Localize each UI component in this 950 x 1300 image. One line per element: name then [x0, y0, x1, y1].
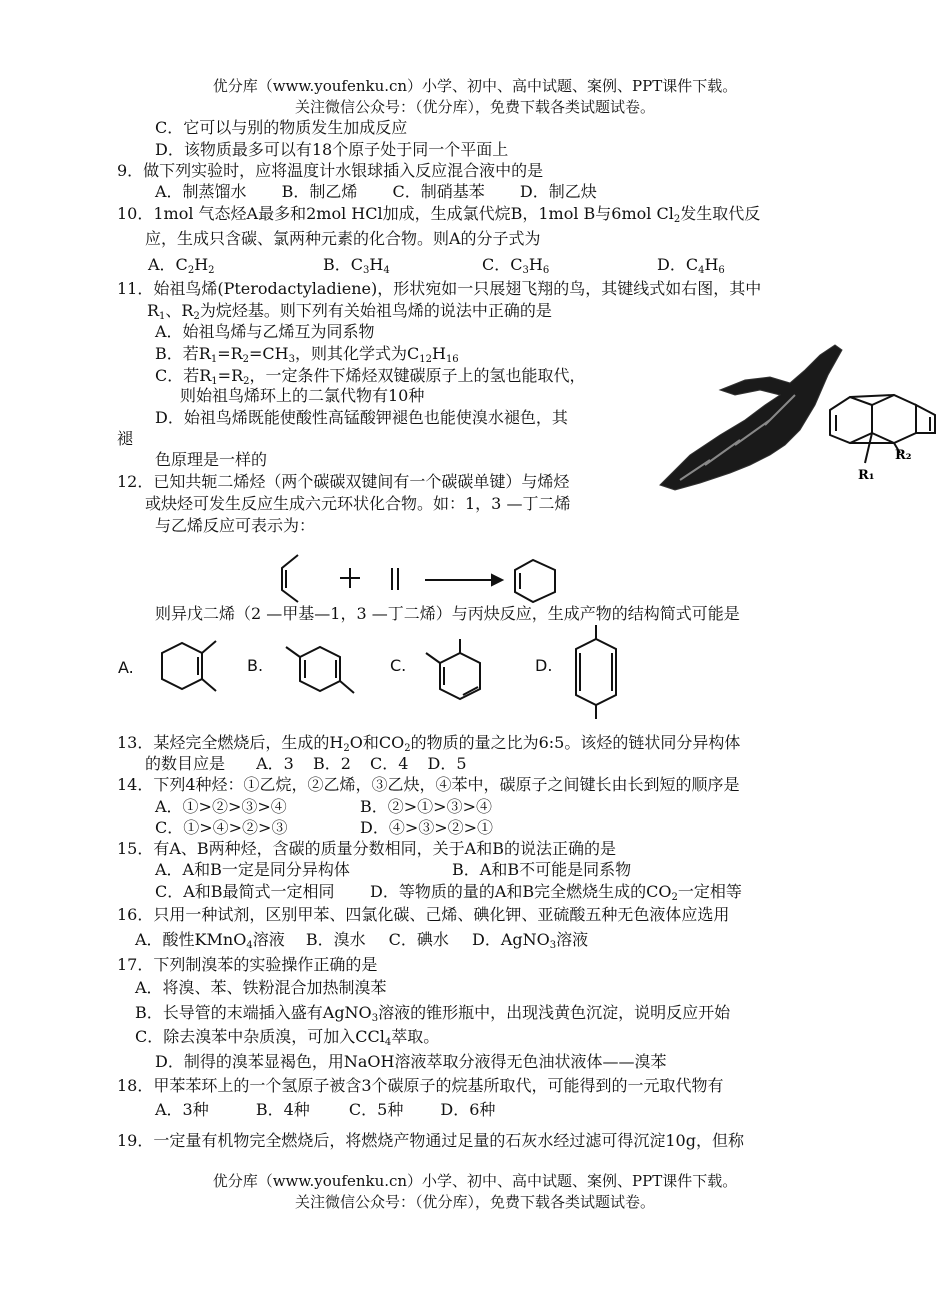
q12-stem-1: 12．已知共轭二烯烃（两个碳碳双键间有一个碳碳单键）与烯烃	[117, 472, 570, 491]
q13-option-d: D．5	[427, 754, 467, 773]
q9-stem: 9．做下列实验时，应将温度计水银球插入反应混合液中的是	[117, 161, 544, 180]
structure-c	[440, 653, 480, 699]
q14-stem: 14．下列4种烃：①乙烷，②乙烯，③乙炔，④苯中，碳原子之间键长由长到短的顺序是	[117, 775, 740, 794]
q13-option-c: C．4	[370, 754, 409, 773]
q15-option-c: C．A和B最简式一定相同	[155, 882, 335, 901]
skeletal-formula	[830, 395, 935, 463]
q11-option-d-cont: 色原理是一样的	[155, 450, 268, 469]
footer-line-1: 优分库（www.youfenku.cn）小学、初中、高中试题、案例、PPT课件下载。	[212, 1172, 738, 1190]
q9-option-d: D．制乙炔	[519, 182, 597, 201]
reaction-scheme	[270, 550, 580, 608]
q10-stem-1a: 10．1mol 气态烃A最多和2mol HCl加成，生成氯代烷B，1mol B与6mol Cl	[117, 204, 674, 223]
q18-stem: 18．甲苯苯环上的一个氢原子被含3个碳原子的烷基所取代，可能得到的一元取代物有	[117, 1076, 724, 1095]
q15-option-d: D．等物质的量的A和B完全燃烧生成的$CO_2$一定相等	[370, 882, 742, 903]
footer-line-2: 关注微信公众号：（优分库），免费下载各类试题试卷。	[294, 1193, 655, 1211]
q8-option-c: C．它可以与别的物质发生加成反应	[155, 118, 408, 137]
q12-structures	[150, 625, 630, 720]
q13-option-a: A．3	[256, 754, 294, 773]
q11-stem-2: $R_1$、$R_2$为烷烃基。则下列有关始祖鸟烯的说法中正确的是	[147, 301, 552, 322]
q15-option-b: B．A和B不可能是同系物	[452, 860, 632, 879]
q16-options: A．酸性KMnO$_4$溶液 B．溴水 C．碘水 D．AgNO$_3$溶液	[135, 930, 589, 951]
q12-stem-2: 或炔烃可发生反应生成六元环状化合物。如：1，3 —丁二烯	[145, 494, 571, 513]
q17-option-d: D．制得的溴苯显褐色，用NaOH溶液萃取分液得无色油状液体——溴苯	[155, 1052, 667, 1071]
q14-option-a: A．①>②>③>④	[155, 797, 287, 816]
r2-label: R₂	[895, 448, 912, 463]
q11-option-d-wrap: 褪	[117, 429, 134, 448]
q13-option-b: B．2	[312, 754, 351, 773]
q10-option-b: B．$C_3H_4$	[323, 255, 390, 276]
q13-stem-1: 13．某烃完全燃烧后，生成的$H_2O$和$CO_2$的物质的量之比为6:5。该烃的链状同分异构体	[117, 733, 741, 754]
q9-option-a: A．制蒸馏水	[155, 182, 247, 201]
q11-option-c-cont: 则始祖鸟烯环上的二氯代物有10种	[180, 386, 425, 405]
q12-label-b: B.	[247, 656, 264, 675]
q16-stem: 16．只用一种试剂，区别甲苯、四氯化碳、己烯、碘化钾、亚硫酸五种无色液体应选用	[117, 905, 730, 924]
q14-option-d: D．④>③>②>①	[360, 818, 494, 837]
q10-stem-2: 应，生成只含碳、氯两种元素的化合物。则A的分子式为	[145, 229, 541, 248]
q10-stem-1: 10．1mol 气态烃A最多和2mol HCl加成，生成氯代烷B，1mol B与6mol $Cl_2$发生取代反	[117, 204, 761, 225]
q10-option-c: C．$C_3H_6$	[482, 255, 550, 276]
q14-option-b: B．②>①>③>④	[360, 797, 492, 816]
q10-option-a: A．$C_2H_2$	[148, 255, 215, 276]
q10-stem-1b: 发生取代反	[680, 204, 761, 223]
q9-option-c: C．制硝基苯	[392, 182, 485, 201]
q11-option-d: D．始祖鸟烯既能使酸性高锰酸钾褪色也能使溴水褪色，其	[155, 408, 568, 427]
q17-stem: 17．下列制溴苯的实验操作正确的是	[117, 955, 378, 974]
q11-stem-1: 11．始祖鸟烯(Pterodactyladiene)，形状宛如一只展翅飞翔的鸟，其键线式如右图，其中	[117, 279, 762, 298]
q12-label-c: C.	[390, 656, 407, 675]
q13-stem-2: 的数目应是 A．3 B．2 C．4 D．5	[145, 754, 467, 773]
r1-label: R₁	[858, 468, 875, 483]
q17-option-b: B．长导管的末端插入盛有AgNO$_3$溶液的锥形瓶中，出现浅黄色沉淀，说明反应开始	[135, 1003, 731, 1024]
q10-option-d: D．$C_4H_6$	[657, 255, 725, 276]
pterodactyladiene-figure	[650, 335, 950, 510]
header-line-2: 关注微信公众号：（优分库），免费下载各类试题试卷。	[294, 98, 655, 116]
q15-stem: 15．有A、B两种烃，含碳的质量分数相同，关于A和B的说法正确的是	[117, 839, 616, 858]
q11-option-b: B．若$R_1=R_2=CH_3$，则其化学式为$C_{12}H_{16}$	[155, 344, 459, 365]
structure-a	[162, 643, 202, 689]
q19-stem: 19．一定量有机物完全燃烧后，将燃烧产物通过足量的石灰水经过滤可得沉淀10g，但称	[117, 1131, 744, 1150]
header-line-1: 优分库（www.youfenku.cn）小学、初中、高中试题、案例、PPT课件下载。	[212, 77, 738, 95]
q11-option-a: A．始祖鸟烯与乙烯互为同系物	[155, 322, 375, 341]
q17-option-c: C．除去溴苯中杂质溴，可加入CCl$_4$萃取。	[135, 1027, 440, 1048]
q12-label-a: A.	[118, 658, 134, 677]
q9-option-b: B．制乙烯	[281, 182, 358, 201]
q18-options: A．3种 B．4种 C．5种 D．6种	[155, 1100, 496, 1119]
q11-option-c: C．若$R_1=R_2$，一定条件下烯烃双键碳原子上的氢也能取代，	[155, 366, 586, 387]
butadiene	[282, 555, 298, 602]
q15-option-a: A．A和B一定是同分异构体	[155, 860, 350, 879]
q12-label-d: D.	[535, 656, 553, 675]
structure-d	[576, 639, 616, 705]
q8-option-d: D．该物质最多可以有18个原子处于同一个平面上	[155, 140, 509, 159]
bird-silhouette	[660, 345, 842, 490]
q17-option-a: A．将溴、苯、铁粉混合加热制溴苯	[135, 978, 387, 997]
q12-stem-4: 则异戊二烯（2 —甲基—1，3 —丁二烯）与丙炔反应，生成产物的结构简式可能是	[155, 604, 740, 623]
q12-stem-3: 与乙烯反应可表示为：	[155, 516, 316, 535]
q14-option-c: C．①>④>②>③	[155, 818, 288, 837]
q9-options	[155, 182, 597, 202]
